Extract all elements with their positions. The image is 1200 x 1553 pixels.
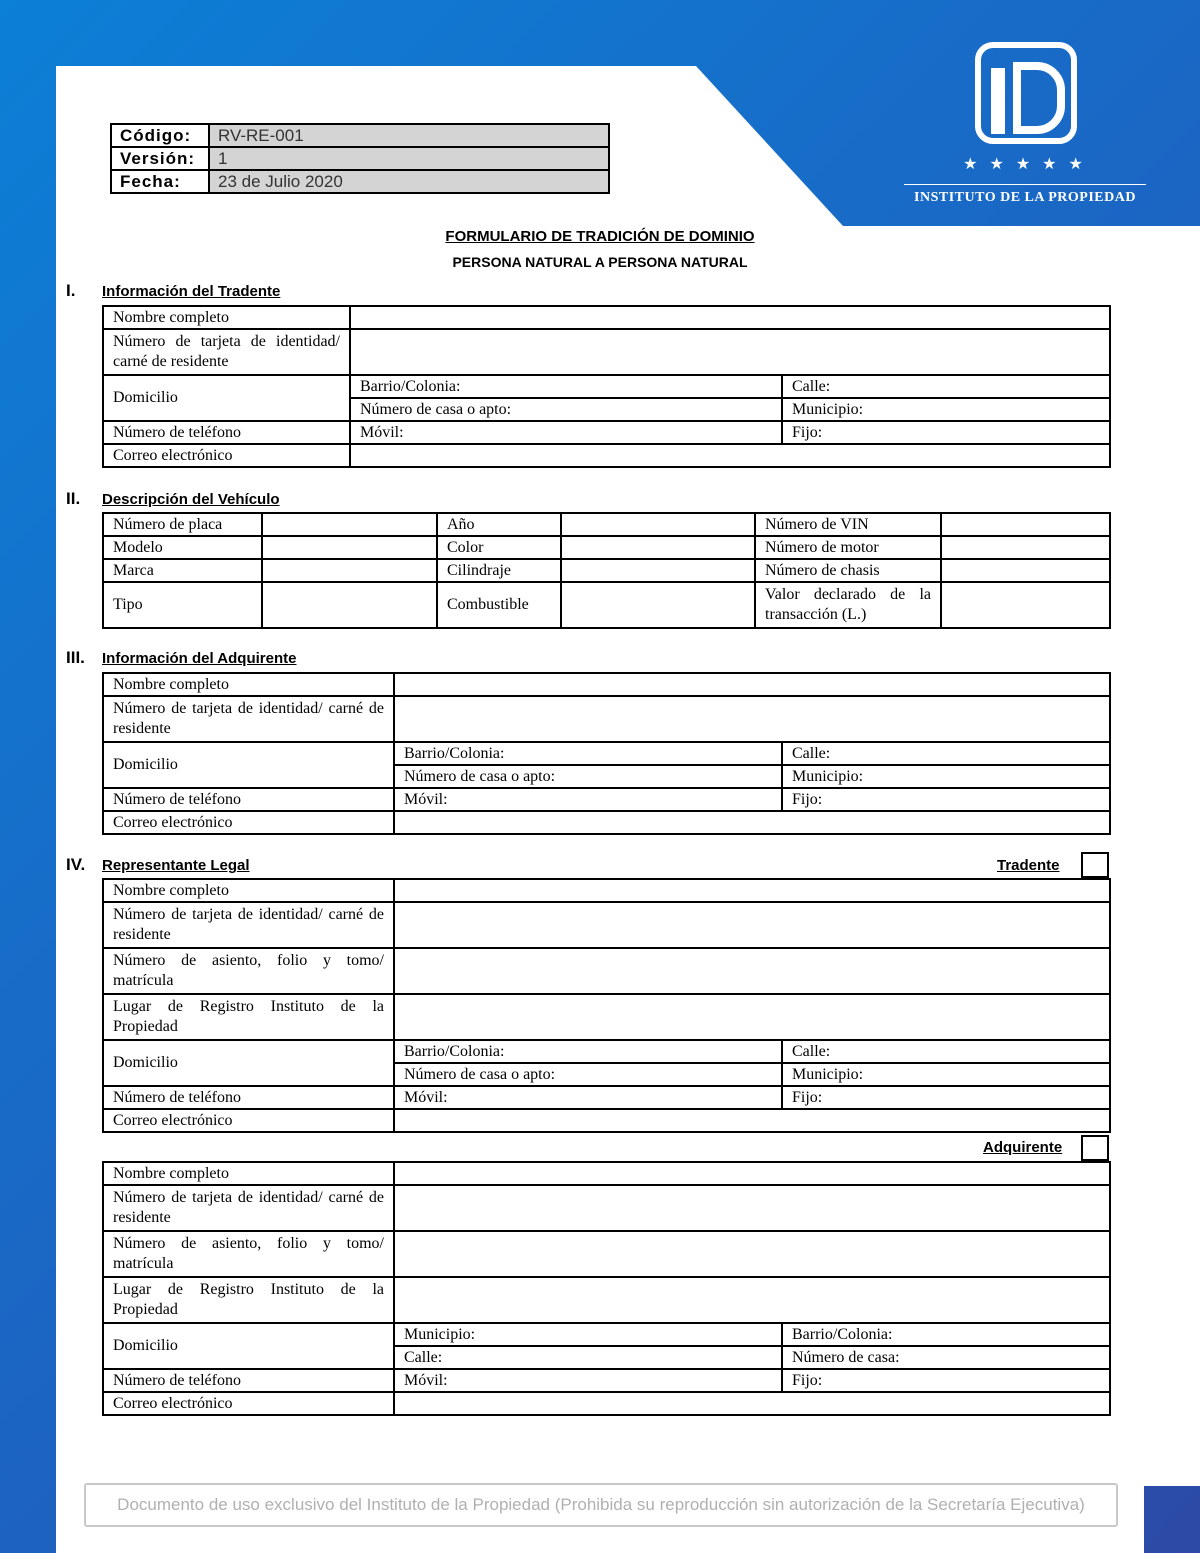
fecha-value: 23 de Julio 2020 [209,170,609,193]
label-asiento: Número de asiento, folio y tomo/ matrícula [103,1231,394,1277]
section-2-heading: II. Descripción del Vehículo [66,489,280,508]
field-municipio[interactable]: Municipio: [394,1323,782,1346]
field-calle[interactable]: Calle: [782,742,1110,765]
label-nombre: Nombre completo [103,879,394,902]
label-nombre: Nombre completo [103,1162,394,1185]
input-nombre[interactable] [394,1162,1110,1185]
label-identidad: Número de tarjeta de identidad/ carné de residente [103,1185,394,1231]
field-casa[interactable]: Número de casa o apto: [394,765,782,788]
label-domicilio: Domicilio [103,1323,394,1369]
input-asiento[interactable] [394,1231,1110,1277]
input-motor[interactable] [941,536,1110,559]
codigo-label: Código: [111,124,209,147]
logo-text: INSTITUTO DE LA PROPIEDAD [914,190,1136,205]
input-identidad[interactable] [350,329,1110,375]
label-color: Color [437,536,561,559]
input-valor[interactable] [941,582,1110,628]
field-casa[interactable]: Número de casa: [782,1346,1110,1369]
input-marca[interactable] [262,559,437,582]
input-chasis[interactable] [941,559,1110,582]
label-identidad: Número de tarjeta de identidad/ carné de residente [103,329,350,375]
field-fijo[interactable]: Fijo: [782,421,1110,444]
label-domicilio: Domicilio [103,742,394,788]
label-anio: Año [437,513,561,536]
label-domicilio: Domicilio [103,1040,394,1086]
field-municipio[interactable]: Municipio: [782,398,1110,421]
label-cilindraje: Cilindraje [437,559,561,582]
label-placa: Número de placa [103,513,262,536]
field-movil[interactable]: Móvil: [394,788,782,811]
version-value: 1 [209,147,609,170]
field-casa[interactable]: Número de casa o apto: [394,1063,782,1086]
label-valor: Valor declarado de la transacción (L.) [755,582,941,628]
label-motor: Número de motor [755,536,941,559]
input-identidad[interactable] [394,696,1110,742]
label-lugar-registro: Lugar de Registro Instituto de la Propiedad [103,994,394,1040]
adquirente-table [102,672,1111,835]
input-lugar-registro[interactable] [394,1277,1110,1323]
label-correo: Correo electrónico [103,444,350,467]
field-casa[interactable]: Número de casa o apto: [350,398,782,421]
input-tipo[interactable] [262,582,437,628]
tradente-checkbox[interactable] [1081,852,1109,878]
input-correo[interactable] [350,444,1110,467]
label-lugar-registro: Lugar de Registro Instituto de la Propiedad [103,1277,394,1323]
field-calle[interactable]: Calle: [782,375,1110,398]
input-asiento[interactable] [394,948,1110,994]
label-identidad: Número de tarjeta de identidad/ carné de residente [103,902,394,948]
label-telefono: Número de teléfono [103,788,394,811]
label-tipo: Tipo [103,582,262,628]
label-domicilio: Domicilio [103,375,350,421]
input-identidad[interactable] [394,1185,1110,1231]
fecha-label: Fecha: [111,170,209,193]
section-3-heading: III. Información del Adquirente [66,648,297,667]
form-title: FORMULARIO DE TRADICIÓN DE DOMINIO [445,228,755,245]
representante-adquirente-table [102,1161,1111,1416]
representante-tradente-table [102,878,1111,1133]
label-correo: Correo electrónico [103,811,394,834]
label-modelo: Modelo [103,536,262,559]
field-movil[interactable]: Móvil: [394,1369,782,1392]
input-lugar-registro[interactable] [394,994,1110,1040]
document-code-box [110,123,610,194]
field-municipio[interactable]: Municipio: [782,765,1110,788]
section-1-heading: I. Información del Tradente [66,281,281,300]
input-cilindraje[interactable] [561,559,755,582]
label-identidad: Número de tarjeta de identidad/ carné de residente [103,696,394,742]
input-identidad[interactable] [394,902,1110,948]
label-vin: Número de VIN [755,513,941,536]
label-marca: Marca [103,559,262,582]
input-correo[interactable] [394,811,1110,834]
input-correo[interactable] [394,1392,1110,1415]
label-nombre: Nombre completo [103,306,350,329]
field-fijo[interactable]: Fijo: [782,1086,1110,1109]
input-placa[interactable] [262,513,437,536]
adquirente-label: Adquirente [983,1139,1063,1156]
field-barrio[interactable]: Barrio/Colonia: [394,1040,782,1063]
input-nombre[interactable] [394,673,1110,696]
label-telefono: Número de teléfono [103,1369,394,1392]
footer-notice: Documento de uso exclusivo del Instituto de la Propiedad (Prohibida su reproducción sin autorización de la Secretaría Ejecutiva) [84,1483,1118,1527]
label-combustible: Combustible [437,582,561,628]
label-correo: Correo electrónico [103,1392,394,1415]
institute-logo [900,42,1150,212]
vehiculo-table [102,512,1111,629]
section-4-heading: IV. Representante Legal [66,855,250,874]
adquirente-checkbox[interactable] [1081,1135,1109,1161]
input-modelo[interactable] [262,536,437,559]
field-calle[interactable]: Calle: [394,1346,782,1369]
label-chasis: Número de chasis [755,559,941,582]
field-municipio[interactable]: Municipio: [782,1063,1110,1086]
field-barrio[interactable]: Barrio/Colonia: [350,375,782,398]
field-barrio[interactable]: Barrio/Colonia: [782,1323,1110,1346]
label-correo: Correo electrónico [103,1109,394,1132]
input-combustible[interactable] [561,582,755,628]
tradente-label: Tradente [997,857,1060,874]
input-anio[interactable] [561,513,755,536]
field-barrio[interactable]: Barrio/Colonia: [394,742,782,765]
label-nombre: Nombre completo [103,673,394,696]
tradente-table [102,305,1111,468]
input-vin[interactable] [941,513,1110,536]
input-nombre[interactable] [350,306,1110,329]
stars-icon: ★ ★ ★ ★ ★ [963,156,1087,173]
codigo-value: RV-RE-001 [209,124,609,147]
label-asiento: Número de asiento, folio y tomo/ matrícula [103,948,394,994]
field-movil[interactable]: Móvil: [394,1086,782,1109]
input-nombre[interactable] [394,879,1110,902]
field-fijo[interactable]: Fijo: [782,788,1110,811]
field-calle[interactable]: Calle: [782,1040,1110,1063]
field-fijo[interactable]: Fijo: [782,1369,1110,1392]
version-label: Versión: [111,147,209,170]
input-correo[interactable] [394,1109,1110,1132]
form-subtitle: PERSONA NATURAL A PERSONA NATURAL [452,254,748,270]
label-telefono: Número de teléfono [103,421,350,444]
field-movil[interactable]: Móvil: [350,421,782,444]
label-telefono: Número de teléfono [103,1086,394,1109]
ip-logo-icon [975,42,1077,144]
input-color[interactable] [561,536,755,559]
